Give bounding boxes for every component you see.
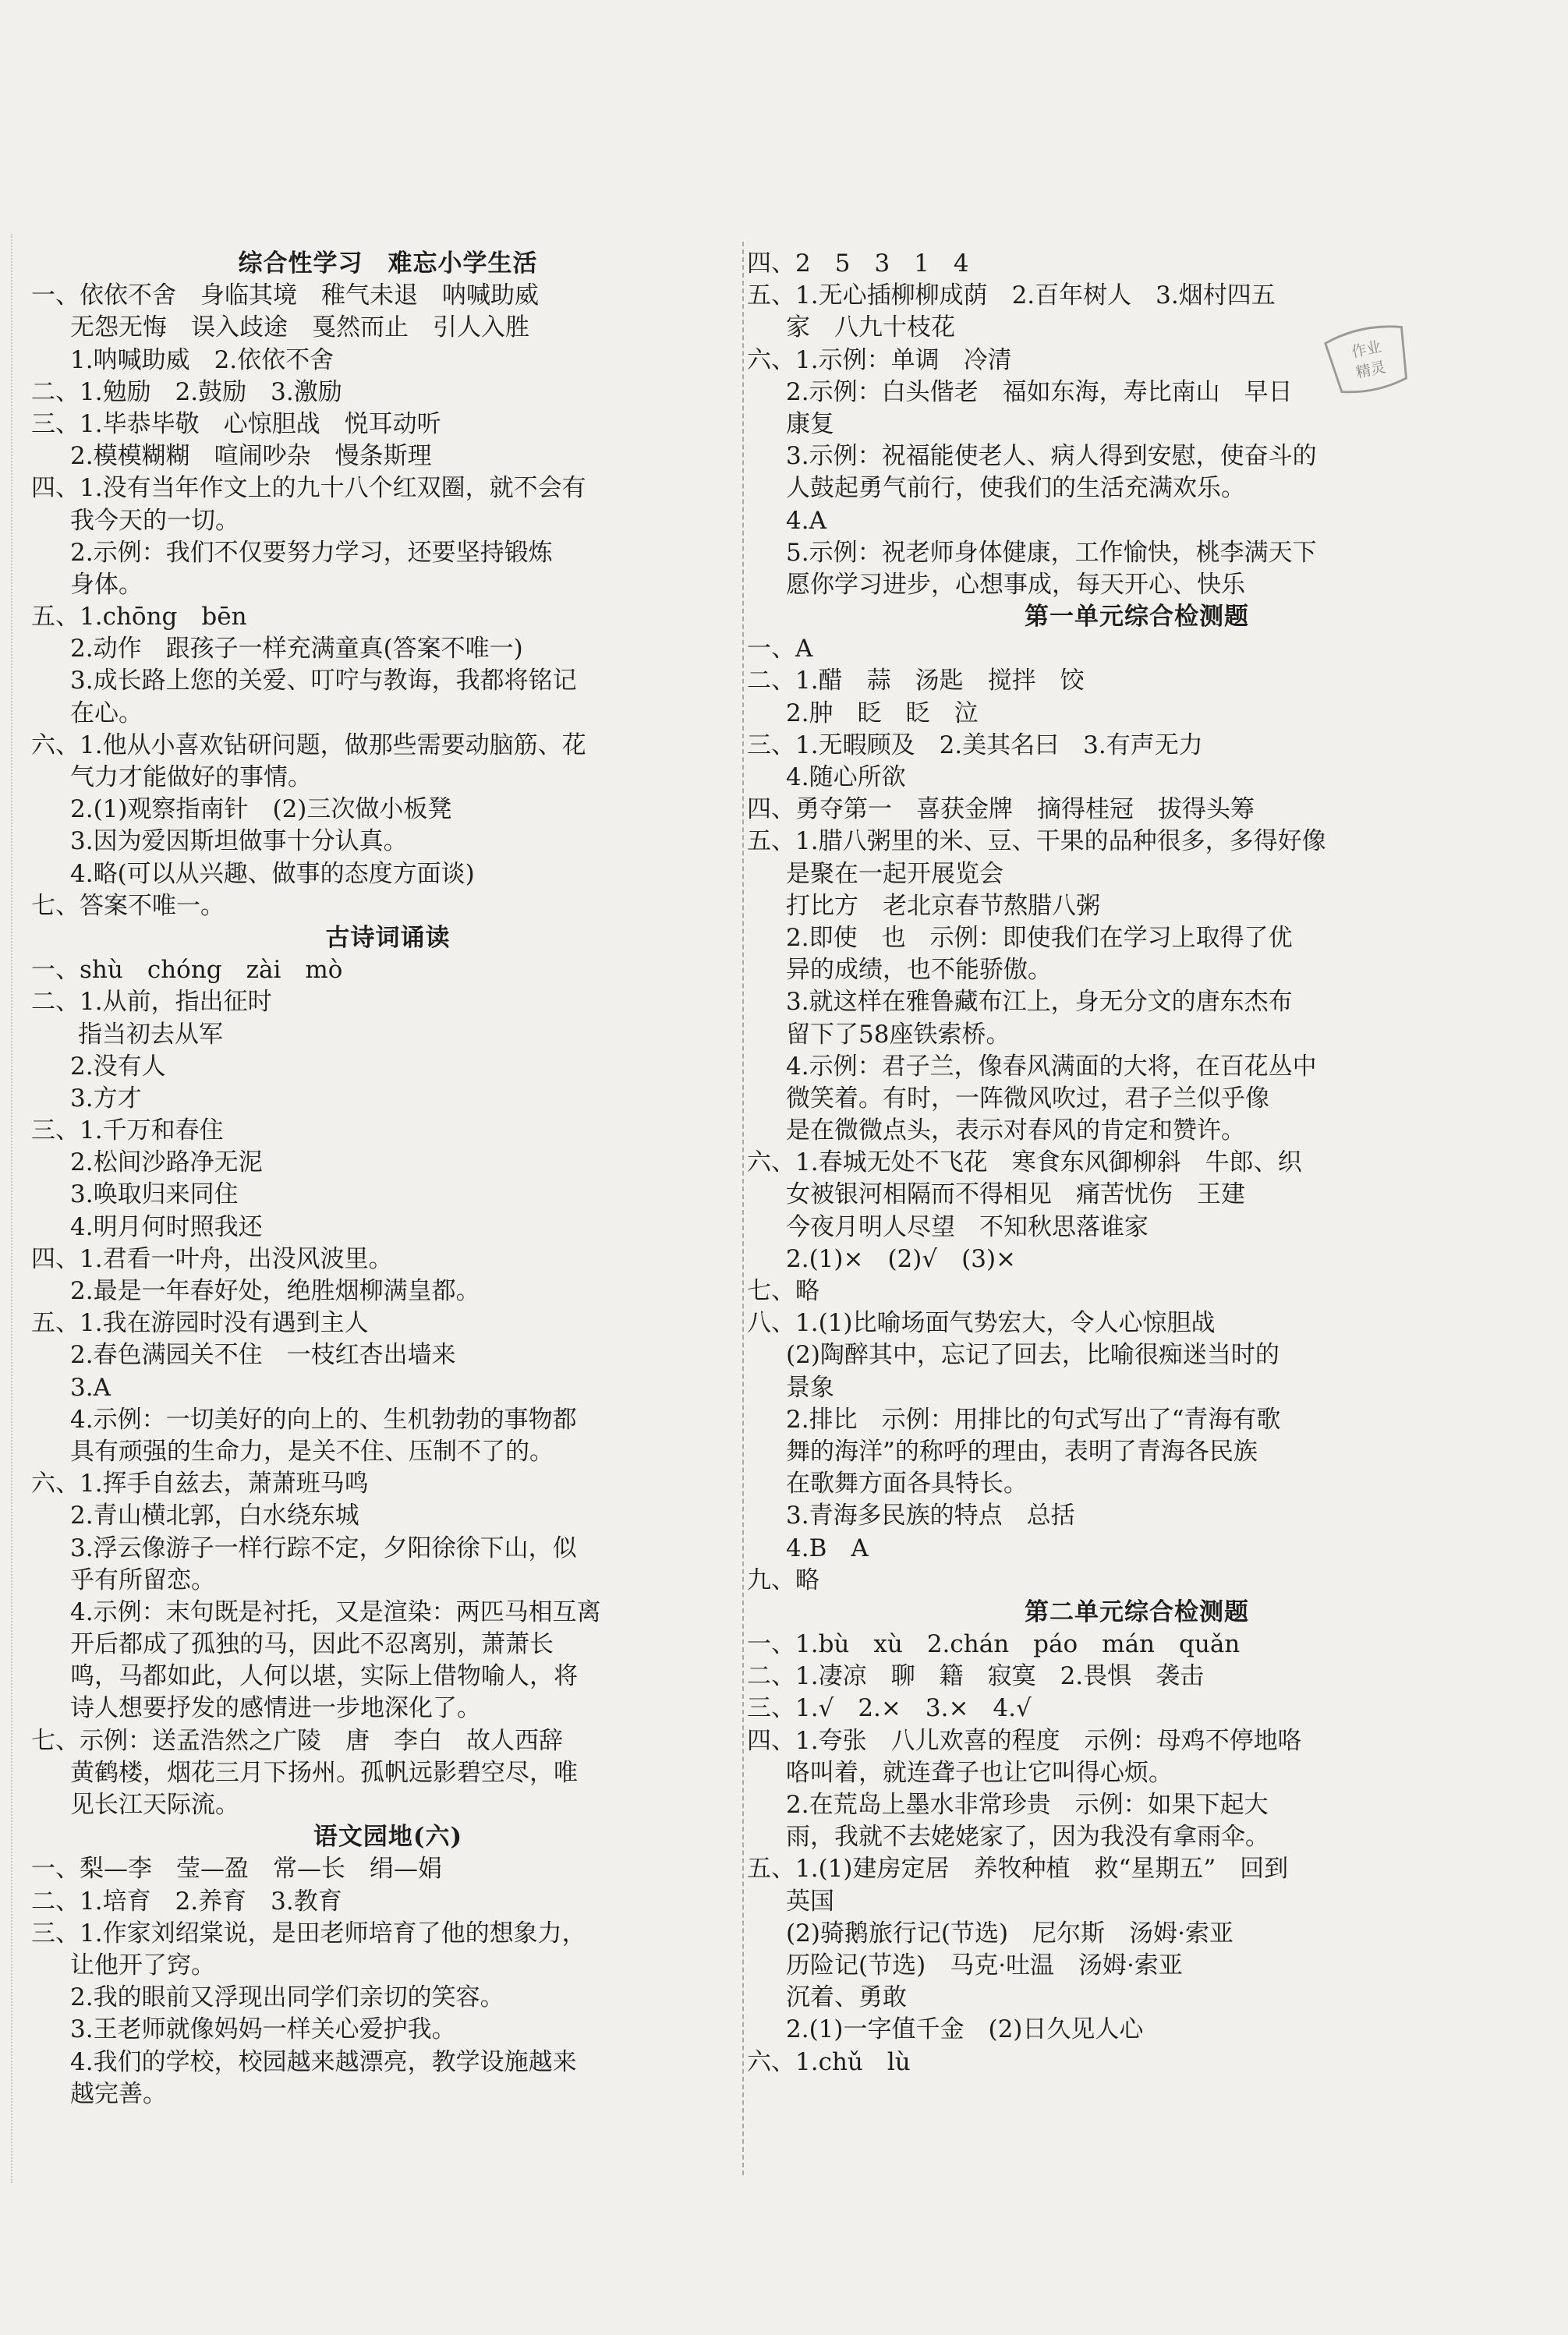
answer-line: 家 八九十枝花 bbox=[786, 313, 955, 342]
section-title: 综合性学习 难忘小学生活 bbox=[238, 249, 538, 278]
answer-line: 4.我们的学校，校园越来越漂亮，教学设施越来 bbox=[70, 2047, 577, 2076]
answer-line: 二、1.从前，指出征时 bbox=[31, 988, 272, 1017]
answer-line: 越完善。 bbox=[70, 2079, 167, 2108]
answer-line: 三、1.作家刘绍棠说，是田老师培育了他的想象力， bbox=[31, 1919, 586, 1948]
answer-line: 2.春色满园关不住 一枝红杏出墙来 bbox=[70, 1341, 456, 1370]
answer-line: 2.没有人 bbox=[70, 1052, 166, 1081]
answer-line: 乎有所留恋。 bbox=[70, 1566, 215, 1594]
answer-line: 女被银河相隔而不得相见 痛苦忧伤 王建 bbox=[786, 1180, 1245, 1209]
answer-line: 今夜月明人尽望 不知秋思落谁家 bbox=[786, 1212, 1149, 1241]
answer-line: 舞的海洋”的称呼的理由，表明了青海各民族 bbox=[786, 1437, 1258, 1466]
answer-line: 一、梨—李 莹—盈 常—长 绢—娟 bbox=[31, 1855, 442, 1884]
answer-line: 4.B A bbox=[786, 1534, 869, 1562]
answer-line: 沉着、勇敢 bbox=[786, 1983, 907, 2012]
left-margin-rule bbox=[11, 234, 12, 2183]
answer-line: 是聚在一起开展览会 bbox=[786, 859, 1003, 888]
answer-line: 二、1.凄凉 聊 籍 寂寞 2.畏惧 袭击 bbox=[747, 1662, 1205, 1691]
answer-line: 四、1.夸张 八儿欢喜的程度 示例：母鸡不停地咯 bbox=[747, 1726, 1302, 1755]
answer-line: 四、2 5 3 1 4 bbox=[747, 249, 969, 278]
answer-line: 三、1.√ 2.× 3.× 4.√ bbox=[747, 1694, 1032, 1723]
answer-line: 2.示例：白头偕老 福如东海，寿比南山 早日 bbox=[786, 377, 1293, 406]
answer-line: 3.王老师就像妈妈一样关心爱护我。 bbox=[70, 2015, 456, 2044]
answer-line: 是在微微点头，表示对春风的肯定和赞许。 bbox=[786, 1116, 1245, 1145]
answer-line: 康复 bbox=[786, 409, 834, 438]
answer-line: 二、1.醋 蒜 汤匙 搅拌 饺 bbox=[747, 667, 1085, 695]
answer-line: 2.肿 眨 眨 泣 bbox=[786, 699, 979, 727]
answer-line: 英国 bbox=[786, 1887, 834, 1916]
answer-line: 2.排比 示例：用排比的句式写出了“青海有歌 bbox=[786, 1405, 1281, 1434]
answer-line: 人鼓起勇气前行，使我们的生活充满欢乐。 bbox=[786, 474, 1245, 503]
answer-line: 八、1.(1)比喻场面气势宏大，令人心惊胆战 bbox=[747, 1309, 1216, 1338]
answer-line: 4.略(可以从兴趣、做事的态度方面谈) bbox=[70, 859, 475, 888]
answer-line: 3.成长路上您的关爱、叮咛与教诲，我都将铭记 bbox=[70, 667, 577, 695]
answer-line: 咯叫着，就连聋子也让它叫得心烦。 bbox=[786, 1758, 1173, 1787]
answer-line: 2.我的眼前又浮现出同学们亲切的笑容。 bbox=[70, 1983, 504, 2012]
answer-line: 九、略 bbox=[747, 1566, 819, 1594]
answer-line: 七、示例：送孟浩然之广陵 唐 李白 故人西辞 bbox=[31, 1726, 563, 1755]
answer-line: 3.因为爱因斯坦做事十分认真。 bbox=[70, 827, 408, 856]
answer-line: 黄鹤楼，烟花三月下扬州。孤帆远影碧空尽，唯 bbox=[70, 1758, 578, 1787]
answer-line: 3.就这样在雅鲁藏布江上，身无分文的唐东杰布 bbox=[786, 988, 1293, 1017]
left-column bbox=[31, 248, 745, 2110]
answer-line: 3.浮云像游子一样行踪不定，夕阳徐徐下山，似 bbox=[70, 1534, 577, 1562]
answer-line: 异的成绩，也不能骄傲。 bbox=[786, 956, 1052, 985]
answer-line: 三、1.毕恭毕敬 心惊胆战 悦耳动听 bbox=[31, 409, 441, 438]
answer-line: 2.松间沙路净无泥 bbox=[70, 1148, 263, 1177]
answer-line: 3.青海多民族的特点 总括 bbox=[786, 1502, 1075, 1530]
stamp-line-1: 作业 bbox=[1350, 337, 1383, 362]
answer-line: 2.(1)一字值千金 (2)日久见人心 bbox=[786, 2015, 1144, 2044]
answer-line: 2.青山横北郭，白水绕东城 bbox=[70, 1502, 359, 1530]
answer-line: 见长江天际流。 bbox=[70, 1791, 239, 1819]
answer-line: 雨，我就不去姥姥家了，因为我没有拿雨伞。 bbox=[786, 1823, 1269, 1852]
answer-line: 四、勇夺第一 喜获金牌 摘得桂冠 拔得头筹 bbox=[747, 795, 1255, 824]
right-column bbox=[747, 248, 1527, 2079]
answer-line: 五、1.(1)建房定居 养牧种植 救“星期五” 回到 bbox=[747, 1855, 1289, 1884]
answer-line: 六、1.挥手自兹去，萧萧班马鸣 bbox=[31, 1470, 369, 1498]
answer-line: 3.方才 bbox=[70, 1084, 142, 1113]
answer-line: 一、A bbox=[747, 635, 813, 663]
answer-line: 开后都成了孤独的马，因此不忍离别，萧萧长 bbox=[70, 1630, 554, 1659]
answer-line: 2.示例：我们不仅要努力学习，还要坚持锻炼 bbox=[70, 538, 553, 567]
answer-line: 一、依依不舍 身临其境 稚气未退 呐喊助威 bbox=[31, 281, 539, 310]
answer-line: 1.呐喊助威 2.依依不舍 bbox=[70, 345, 334, 374]
answer-line: 2.动作 跟孩子一样充满童真(答案不唯一) bbox=[70, 635, 523, 663]
answer-line: 微笑着。有时，一阵微风吹过，君子兰似乎像 bbox=[786, 1084, 1269, 1113]
answer-line: 4.示例：君子兰，像春风满面的大将，在百花丛中 bbox=[786, 1052, 1317, 1081]
answer-line: 身体。 bbox=[70, 570, 143, 599]
answer-line: 在歌舞方面各具特长。 bbox=[786, 1470, 1028, 1498]
answer-line: 气力才能做好的事情。 bbox=[70, 763, 312, 791]
answer-line: 三、1.无暇顾及 2.美其名曰 3.有声无力 bbox=[747, 731, 1203, 759]
answer-line: 愿你学习进步，心想事成，每天开心、快乐 bbox=[786, 570, 1245, 599]
answer-line: 诗人想要抒发的感情进一步地深化了。 bbox=[70, 1694, 481, 1723]
answer-line: 2.模模糊糊 喧闹吵杂 慢条斯理 bbox=[70, 442, 432, 471]
answer-line: (2)骑鹅旅行记(节选) 尼尔斯 汤姆·索亚 bbox=[786, 1919, 1234, 1948]
answer-line: 无怨无悔 误入歧途 戛然而止 引人入胜 bbox=[70, 313, 529, 342]
answer-line: 2.最是一年春好处，绝胜烟柳满皇都。 bbox=[70, 1277, 480, 1305]
answer-line: 2.在荒岛上墨水非常珍贵 示例：如果下起大 bbox=[786, 1791, 1269, 1819]
answer-line: 4.A bbox=[786, 506, 826, 535]
answer-line: 4.示例：一切美好的向上的、生机勃勃的事物都 bbox=[70, 1405, 577, 1434]
answer-line: 历险记(节选) 马克·吐温 汤姆·索亚 bbox=[786, 1951, 1183, 1979]
stamp-line-2: 精灵 bbox=[1354, 358, 1388, 382]
answer-line: 4.明月何时照我还 bbox=[70, 1212, 263, 1241]
answer-line: 鸣，马都如此，人何以堪，实际上借物喻人，将 bbox=[70, 1662, 578, 1691]
answer-line: 二、1.培育 2.养育 3.教育 bbox=[31, 1887, 342, 1916]
answer-line: 指当初去从军 bbox=[78, 1020, 223, 1049]
answer-line: 打比方 老北京春节熬腊八粥 bbox=[786, 891, 1100, 920]
answer-line: 2.(1)× (2)√ (3)× bbox=[786, 1244, 1017, 1273]
answer-line: 五、1.chōng bēn bbox=[31, 603, 247, 632]
answer-line: 五、1.无心插柳柳成荫 2.百年树人 3.烟村四五 bbox=[747, 281, 1276, 310]
answer-line: 在心。 bbox=[70, 699, 143, 727]
answer-line: 景象 bbox=[786, 1373, 834, 1402]
answer-line: 三、1.千万和春住 bbox=[31, 1116, 224, 1145]
answer-line: 六、1.他从小喜欢钻研问题，做那些需要动脑筋、花 bbox=[31, 731, 586, 759]
answer-line: 我今天的一切。 bbox=[70, 506, 239, 535]
answer-line: 四、1.君看一叶舟，出没风波里。 bbox=[31, 1244, 393, 1273]
answer-line: 3.唤取归来同住 bbox=[70, 1180, 239, 1209]
answer-line: 六、1.春城无处不飞花 寒食东风御柳斜 牛郎、织 bbox=[747, 1148, 1302, 1177]
answer-line: 六、1.chǔ lù bbox=[747, 2047, 911, 2076]
answer-line: 五、1.腊八粥里的米、豆、干果的品种很多，多得好像 bbox=[747, 827, 1326, 856]
answer-line: 4.示例：末句既是衬托，又是渲染：两匹马相互离 bbox=[70, 1597, 601, 1626]
answer-line: 2.(1)观察指南针 (2)三次做小板凳 bbox=[70, 795, 452, 824]
answer-line: (2)陶醉其中，忘记了回去，比喻很痴迷当时的 bbox=[786, 1341, 1280, 1370]
section-title: 第二单元综合检测题 bbox=[1025, 1597, 1249, 1626]
answer-line: 七、答案不唯一。 bbox=[31, 891, 225, 920]
answer-line: 二、1.勉励 2.鼓励 3.激励 bbox=[31, 377, 342, 406]
section-title: 古诗词诵读 bbox=[325, 923, 451, 952]
answer-line: 3.示例：祝福能使老人、病人得到安慰，使奋斗的 bbox=[786, 442, 1317, 471]
answer-line: 具有顽强的生命力，是关不住、压制不了的。 bbox=[70, 1437, 554, 1466]
section-title: 语文园地(六) bbox=[313, 1823, 463, 1852]
answer-line: 4.随心所欲 bbox=[786, 763, 906, 791]
answer-line: 3.A bbox=[70, 1373, 111, 1402]
answer-line: 四、1.没有当年作文上的九十八个红双圈，就不会有 bbox=[31, 474, 586, 503]
answer-line: 2.即使 也 示例：即使我们在学习上取得了优 bbox=[786, 923, 1293, 952]
answer-line: 一、shù chóng zài mò bbox=[31, 956, 343, 985]
answer-line: 5.示例：祝老师身体健康，工作愉快，桃李满天下 bbox=[786, 538, 1317, 567]
section-title: 第一单元综合检测题 bbox=[1025, 603, 1249, 632]
answer-line: 一、1.bù xù 2.chán páo mán quǎn bbox=[747, 1630, 1241, 1659]
answer-line: 五、1.我在游园时没有遇到主人 bbox=[31, 1309, 369, 1338]
answer-line: 七、略 bbox=[747, 1277, 819, 1305]
answer-line: 六、1.示例：单调 冷清 bbox=[747, 345, 1012, 374]
answer-line: 让他开了窍。 bbox=[70, 1951, 215, 1979]
answer-line: 留下了58座铁索桥。 bbox=[786, 1020, 1011, 1049]
